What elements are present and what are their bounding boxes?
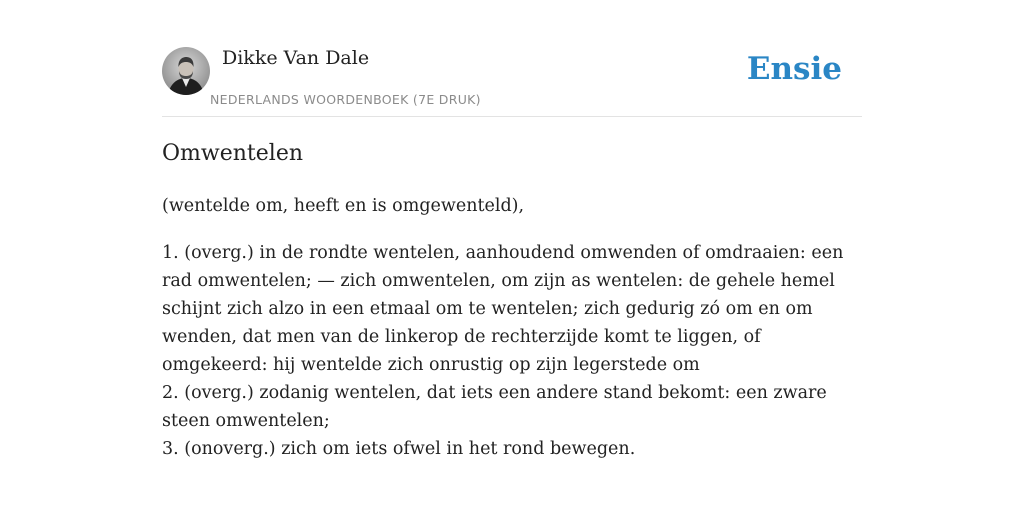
author-avatar[interactable] <box>162 47 210 95</box>
definition-item: 2. (overg.) zodanig wentelen, dat iets een andere stand bekomt: een zware steen omwentelen; <box>162 383 827 431</box>
portrait-photo-icon <box>162 47 210 95</box>
author-name[interactable]: Dikke Van Dale <box>222 47 370 69</box>
definitions-list <box>162 239 862 463</box>
definition-item: 3. (onoverg.) zich om iets ofwel in het rond bewegen. <box>162 439 636 459</box>
dictionary-subtitle: NEDERLANDS WOORDENBOEK (7E DRUK) <box>210 92 481 107</box>
entry-title: Omwentelen <box>162 141 304 166</box>
definition-item: 1. (overg.) in de rondte wentelen, aanhoudend omwenden of omdraaien: een rad omwentelen; — zich omwentelen, om zijn as wentelen: de gehele hemel schijnt zich alzo in een etmaal om te wentelen; zich gedurig zó om en om wenden, dat men van de linkerop de rechterzijde komt te liggen, of omgekeerd: hij wentelde zich onrustig op zijn legerstede om <box>162 243 844 375</box>
brand-logo[interactable]: Ensie <box>746 51 842 87</box>
entry-intro: (wentelde om, heeft en is omgewenteld), <box>162 196 525 216</box>
header <box>162 40 862 117</box>
